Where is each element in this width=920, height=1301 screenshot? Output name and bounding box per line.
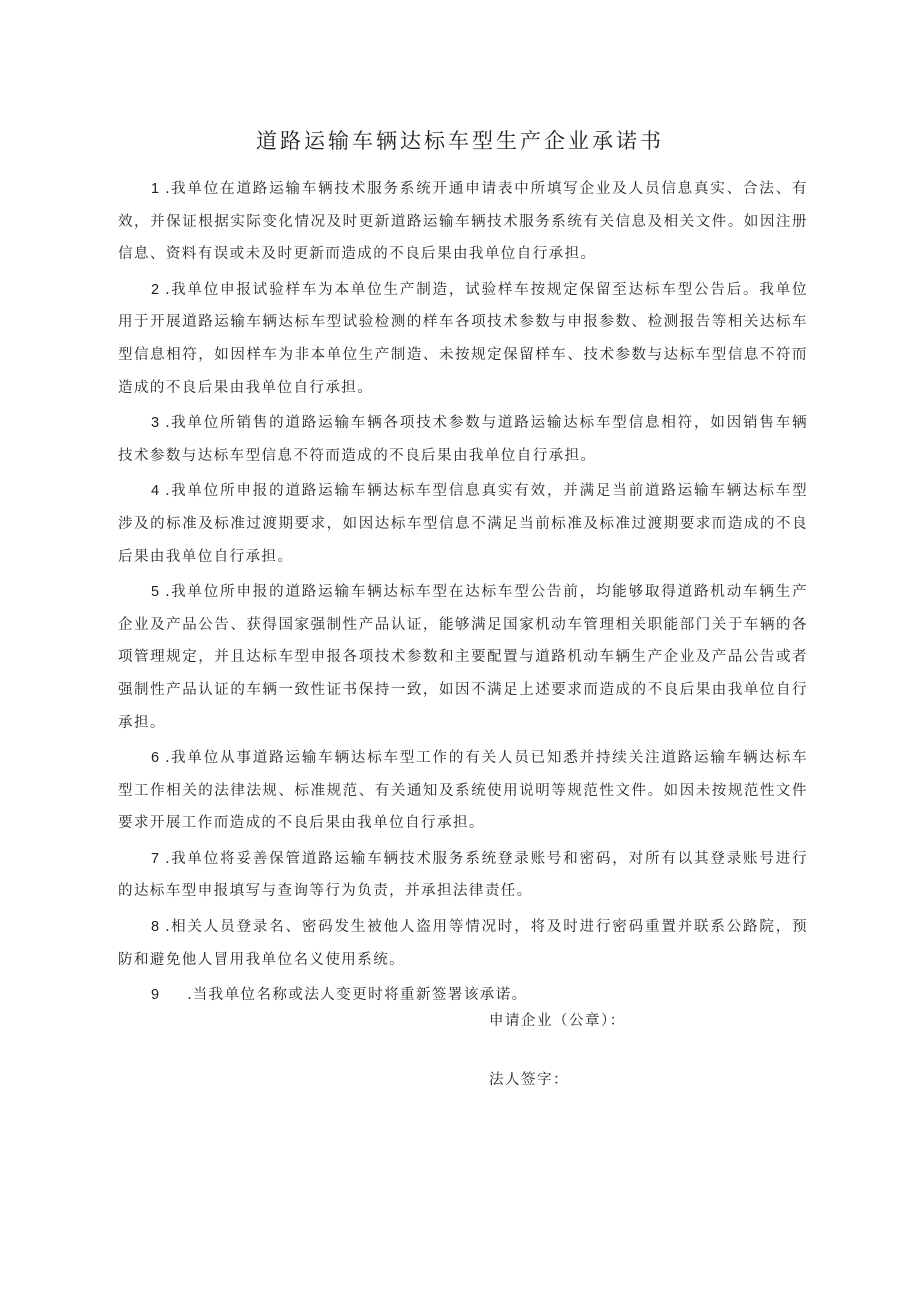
item-number: 2 bbox=[151, 281, 160, 298]
signature-block bbox=[489, 1011, 626, 1129]
commitment-item bbox=[118, 475, 808, 573]
company-seal-label: 申请企业（公章）： bbox=[489, 1013, 626, 1029]
item-separator: . bbox=[159, 483, 171, 500]
item-separator: . bbox=[159, 750, 171, 767]
item-number: 5 bbox=[151, 584, 160, 601]
item-separator: . bbox=[159, 281, 171, 298]
commitment-item bbox=[118, 843, 808, 908]
item-number: 1 bbox=[151, 181, 160, 197]
commitment-item bbox=[118, 742, 808, 840]
item-number: 4 bbox=[151, 483, 160, 500]
item-text: 我单位申报试验样车为本单位生产制造，试验样车按规定保留至达标车型公告后。我单位用于开展道路运输车辆达标车型试验检测的样车各项技术参数与申报参数、检测报告等相关达标车型信息相符，如因样车为非本单位生产制造、未按规定保留样车、技术参数与达标车型信息不符而造成的不良后果由我单位自行承担。 bbox=[118, 281, 809, 396]
item-text: 相关人员登录名、密码发生被他人盗用等情况时，将及时进行密码重置并联系公路院，预防和避免他人冒用我单位名义使用系统。 bbox=[118, 919, 809, 968]
item-number: 8 bbox=[151, 919, 160, 936]
commitment-item bbox=[118, 274, 808, 404]
item-text: 当我单位名称或法人变更时将重新签署该承诺。 bbox=[192, 987, 528, 1004]
item-text: 我单位将妥善保管道路运输车辆技术服务系统登录账号和密码，对所有以其登录账号进行的达标车型申报填写与查询等行为负责，并承担法律责任。 bbox=[118, 850, 809, 900]
legal-signature-label: 法人签字： bbox=[489, 1072, 569, 1088]
item-text: 我单位所申报的道路运输车辆达标车型在达标车型公告前，均能够取得道路机动车辆生产企业及产品公告、获得国家强制性产品认证，能够满足国家机动车管理相关职能部门关于车辆的各项管理规定，并且达标车型申报各项技术参数和主要配置与道路机动车辆生产企业及产品公告或者强制性产品认证的车辆一致性证书保持一致，如因不满足上述要求而造成的不良后果由我单位自行承担。 bbox=[118, 584, 809, 731]
commitment-item bbox=[118, 911, 808, 976]
commitment-item bbox=[118, 407, 808, 472]
item-separator: . bbox=[159, 850, 171, 867]
commitment-item bbox=[118, 979, 808, 1012]
item-separator: . bbox=[159, 181, 171, 197]
commitment-list bbox=[118, 173, 808, 1015]
item-separator: . bbox=[159, 919, 171, 936]
item-separator: . bbox=[159, 584, 171, 601]
item-text: 我单位所申报的道路运输车辆达标车型信息真实有效，并满足当前道路运输车辆达标车型涉及的标准及标准过渡期要求，如因达标车型信息不满足当前标准及标准过渡期要求而造成的不良后果由我单位自行承担。 bbox=[118, 483, 809, 565]
document-title: 道路运输车辆达标车型生产企业承诺书 bbox=[256, 129, 664, 153]
item-number: 9 bbox=[151, 987, 160, 1004]
commitment-item bbox=[118, 576, 808, 739]
item-number: 6 bbox=[151, 750, 160, 767]
item-text: 我单位从事道路运输车辆达标车型工作的有关人员已知悉并持续关注道路运输车辆达标车型工作相关的法律法规、标准规范、有关通知及系统使用说明等规范性文件。如因未按规范性文件要求开展工作而造成的不良后果由我单位自行承担。 bbox=[118, 750, 809, 832]
commitment-item bbox=[118, 173, 808, 271]
item-text: 我单位所销售的道路运输车辆各项技术参数与道路运输达标车型信息相符，如因销售车辆技术参数与达标车型信息不符而造成的不良后果由我单位自行承担。 bbox=[118, 415, 809, 464]
item-text: 我单位在道路运输车辆技术服务系统开通申请表中所填写企业及人员信息真实、合法、有效，并保证根据实际变化情况及时更新道路运输车辆技术服务系统有关信息及相关文件。如因注册信息、资料有误或未及时更新而造成的不良后果由我单位自行承担。 bbox=[118, 181, 809, 263]
item-number: 7 bbox=[151, 850, 160, 867]
item-separator: . bbox=[187, 987, 193, 1004]
item-number: 3 bbox=[151, 415, 160, 432]
item-separator: . bbox=[159, 415, 171, 432]
